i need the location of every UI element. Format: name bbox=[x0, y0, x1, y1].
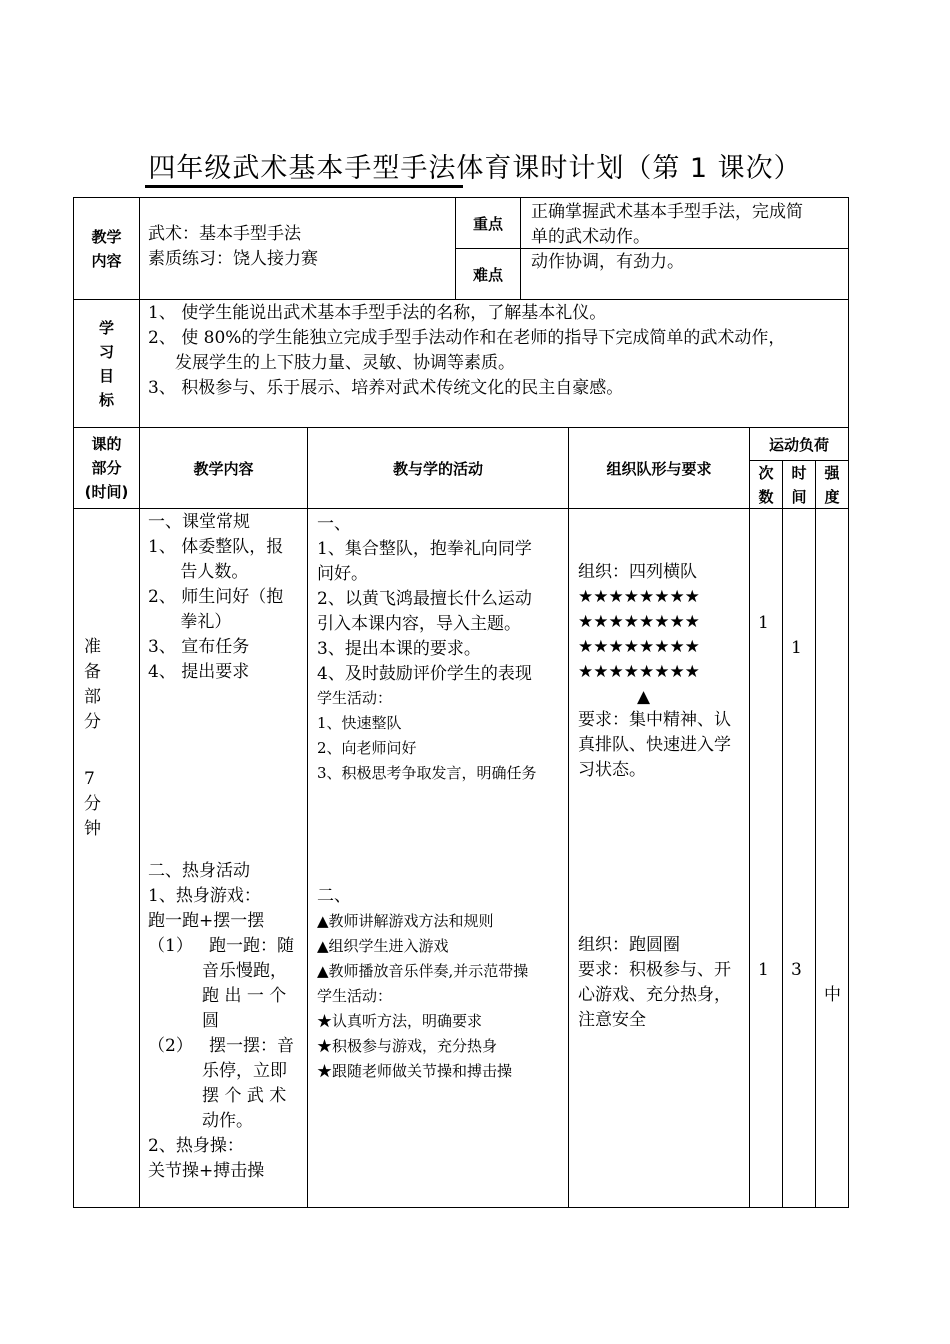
cell-section bbox=[73, 508, 140, 1208]
time-1: 1 bbox=[791, 638, 802, 658]
cell-learning-goals bbox=[139, 299, 849, 428]
goal-2: 2、 使 80%的学生能独立完成手型手法动作和在老师的指导下完成简单的武术动作， bbox=[148, 328, 786, 348]
header-content: 教学内容 bbox=[139, 427, 308, 509]
cell-difficulty bbox=[520, 248, 849, 300]
section-minutes: 7 分 钟 bbox=[84, 769, 101, 839]
count-1: 1 bbox=[758, 613, 769, 633]
formation-row: ★★★★★★★★ bbox=[578, 637, 700, 657]
header-count: 次 数 bbox=[749, 460, 783, 509]
formation-row: ★★★★★★★★ bbox=[578, 612, 700, 632]
formation-row: ★★★★★★★★ bbox=[578, 662, 700, 682]
label-difficulty: 难点 bbox=[455, 248, 521, 300]
label-teaching-content: 教学 内容 bbox=[73, 197, 140, 300]
title-underline bbox=[145, 185, 463, 188]
key-point-text: 正确掌握武术基本手型手法，完成简 单的武术动作。 bbox=[531, 202, 803, 247]
content-block-1: 一、课堂常规 1、 体委整队，报 告人数。 2、 师生问好（抱 拳礼） 3、 宣布任务 4、 提出要求 bbox=[148, 512, 284, 682]
activity-block-1-students: 学生活动： 1、快速整队 2、向老师问好 3、积极思考争取发言，明确任务 bbox=[317, 689, 537, 782]
count-2: 1 bbox=[758, 960, 769, 980]
section-part: 准 备 部 分 bbox=[84, 637, 101, 732]
difficulty-text: 动作协调，有劲力。 bbox=[531, 252, 684, 272]
goal-2-cont: 发展学生的上下肢力量、灵敏、协调等素质。 bbox=[148, 353, 516, 373]
content-line-2: 素质练习：饶人接力赛 bbox=[148, 249, 318, 269]
header-activity: 教与学的活动 bbox=[307, 427, 569, 509]
org-requirement-1: 要求：集中精神、认 真排队、快速进入学 习状态。 bbox=[578, 710, 731, 780]
label-learning-goals: 学 习 目 标 bbox=[73, 299, 140, 428]
content-block-2: 二、热身活动 1、热身游戏： 跑一跑+摆一摆 （1） 跑一跑：随 音乐慢跑， 跑 出 一 个 圆 （2） 摆一摆：音 乐停，立即 摆 个 武 术 动作。 2、热身操： 关节操+搏击操 bbox=[148, 861, 295, 1181]
teacher-position-icon: ▲ bbox=[637, 687, 651, 707]
cell-time bbox=[782, 508, 816, 1208]
header-intensity: 强 度 bbox=[815, 460, 849, 509]
cell-count bbox=[749, 508, 783, 1208]
cell-content bbox=[139, 508, 308, 1208]
org-title-1: 组织：四列横队 bbox=[578, 562, 697, 582]
org-block-2: 组织：跑圆圈 要求：积极参与、开 心游戏、充分热身， 注意安全 bbox=[578, 935, 731, 1030]
cell-key-point bbox=[520, 197, 849, 249]
header-time: 时 间 bbox=[782, 460, 816, 509]
header-section-time: 课的 部分 (时间) bbox=[73, 427, 140, 509]
intensity-2: 中 bbox=[824, 985, 841, 1005]
activity-block-2: 二、 bbox=[317, 886, 351, 906]
header-organization: 组织队形与要求 bbox=[568, 427, 750, 509]
page-title: 四年级武术基本手型手法体育课时计划（第 1 课次） bbox=[148, 153, 802, 184]
label-key-point: 重点 bbox=[455, 197, 521, 249]
goal-3: 3、 积极参与、乐于展示、培养对武术传统文化的民主自豪感。 bbox=[148, 378, 624, 398]
goal-1: 1、 使学生能说出武术基本手型手法的名称，了解基本礼仪。 bbox=[148, 303, 607, 323]
time-2: 3 bbox=[791, 960, 802, 980]
header-exercise-load: 运动负荷 bbox=[749, 427, 849, 461]
cell-teaching-content bbox=[139, 197, 456, 300]
activity-block-2-detail: ▲教师讲解游戏方法和规则 ▲组织学生进入游戏 ▲教师播放音乐伴奏,并示范带操 学生活动： ★认真听方法，明确要求 ★积极参与游戏，充分热身 ★跟随老师做关节操和搏击操 bbox=[317, 912, 529, 1080]
cell-activity bbox=[307, 508, 569, 1208]
activity-block-1: 一、 1、集合整队，抱拳礼向同学 问好。 2、以黄飞鸿最擅长什么运动 引入本课内容，导入主题。 3、提出本课的要求。 4、及时鼓励评价学生的表现 bbox=[317, 514, 532, 684]
content-line-1: 武术：基本手型手法 bbox=[148, 224, 301, 244]
formation-row: ★★★★★★★★ bbox=[578, 587, 700, 607]
cell-intensity bbox=[815, 508, 849, 1208]
cell-organization bbox=[568, 508, 750, 1208]
